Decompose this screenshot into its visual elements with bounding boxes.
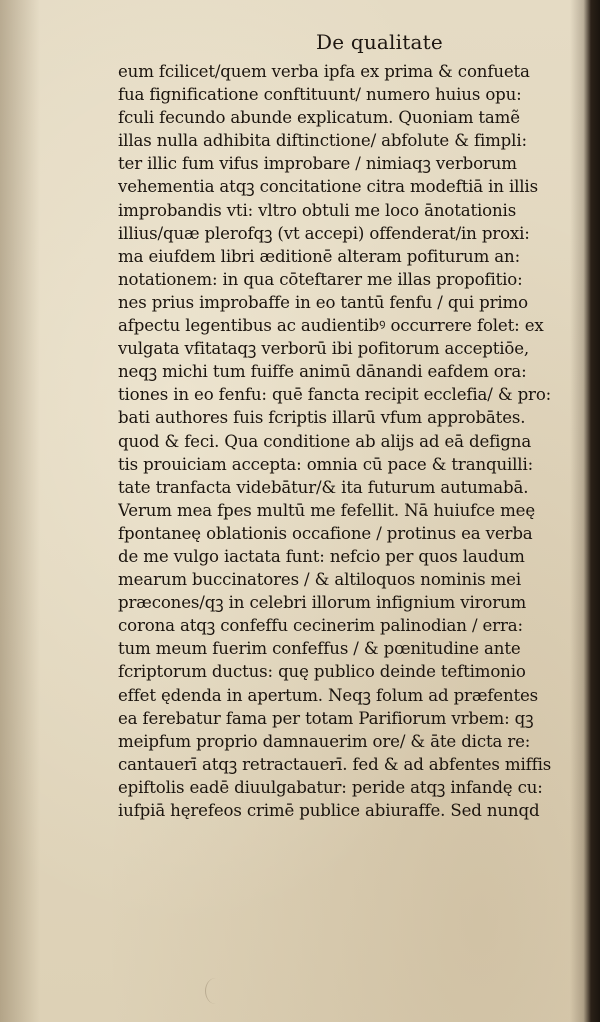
text-line: tum meum fuerim confeffus / & pœnitudine ante bbox=[118, 639, 521, 659]
text-line: neqꝫ michi tum fuiffe animū dānandi eafdem ora: bbox=[118, 362, 527, 382]
text-line: illius/quæ plerofqꝫ (vt accepi) offenderat/in proxi: bbox=[118, 223, 530, 243]
text-line: afpectu legentibus ac audientibꝰ occurrere folet: ex bbox=[118, 316, 544, 336]
text-line: vulgata vfitataqꝫ verborū ibi pofitorum acceptiōe, bbox=[118, 339, 530, 359]
text-line: nes prius improbaffe in eo tantū fenfu / qui primo bbox=[118, 292, 528, 312]
text-line: quod & feci. Qua conditione ab alijs ad eā defigna bbox=[118, 431, 532, 451]
text-line: effet ędenda in apertum. Neqꝫ folum ad præfentes bbox=[118, 685, 539, 705]
text-line: tate tranfacta videbātur/& ita futurum autumabā. bbox=[118, 477, 529, 497]
paper-crease bbox=[205, 978, 226, 1004]
text-line: meipfum proprio damnauerim ore/ & āte dicta re: bbox=[118, 731, 531, 751]
text-line: cantauerī atqꝫ retractauerī. fed & ad abfentes miffis bbox=[118, 754, 552, 774]
text-line: improbandis vti: vltro obtuli me loco ānotationis bbox=[118, 200, 517, 220]
text-line: illas nulla adhibita diftinctione/ abfolute & fimpli: bbox=[118, 131, 527, 151]
text-line: mearum buccinatores / & altiloquos nominis mei bbox=[118, 570, 522, 590]
text-line: bati authores fuis fcriptis illarū vfum approbātes. bbox=[118, 408, 526, 428]
text-line: ma eiufdem libri æditionē alteram pofiturum an: bbox=[118, 246, 521, 266]
text-line: fculi fecundo abunde explicatum. Quoniam tamẽ bbox=[118, 108, 520, 128]
text-line: corona atqꝫ confeffu cecinerim palinodian / erra: bbox=[118, 616, 523, 636]
text-line: iufpiā hęrefeos crimē publice abiuraffe. Sed nunqd bbox=[118, 801, 540, 820]
text-line: ter illic fum vifus improbare / nimiaqꝫ verborum bbox=[118, 154, 517, 174]
text-line: præcones/qꝫ in celebri illorum infignium virorum bbox=[118, 593, 527, 613]
running-head: De qualitate bbox=[316, 30, 443, 54]
text-line: notationem: in qua cōteftarer me illas propofitio: bbox=[118, 269, 523, 289]
text-line: epiftolis eadē diuulgabatur: peride atqꝫ infandę cu: bbox=[118, 777, 543, 797]
text-line: fua fignificatione conftituunt/ numero huius opu: bbox=[118, 85, 522, 105]
text-line: Verum mea fpes multū me fefellit. Nā huiufce meę bbox=[118, 500, 536, 520]
text-line: fpontaneę oblationis occafione / protinus ea verba bbox=[118, 523, 533, 543]
text-line: ea ferebatur fama per totam Parifiorum vrbem: qꝫ bbox=[118, 708, 534, 728]
text-line: de me vulgo iactata funt: nefcio per quos laudum bbox=[118, 546, 525, 566]
text-block bbox=[118, 60, 578, 822]
text-line: fcriptorum ductus: quę publico deinde teftimonio bbox=[118, 662, 526, 682]
text-line: tis prouiciam accepta: omnia cū pace & tranquilli: bbox=[118, 454, 534, 474]
text-line: vehementia atqꝫ concitatione citra modeftiā in illis bbox=[118, 177, 538, 197]
text-line: tiones in eo fenfu: quē fancta recipit ecclefia/ & pro: bbox=[118, 385, 552, 405]
text-line: eum fcilicet/quem verba ipfa ex prima & confueta bbox=[118, 62, 530, 81]
gutter-shadow bbox=[0, 0, 40, 1022]
